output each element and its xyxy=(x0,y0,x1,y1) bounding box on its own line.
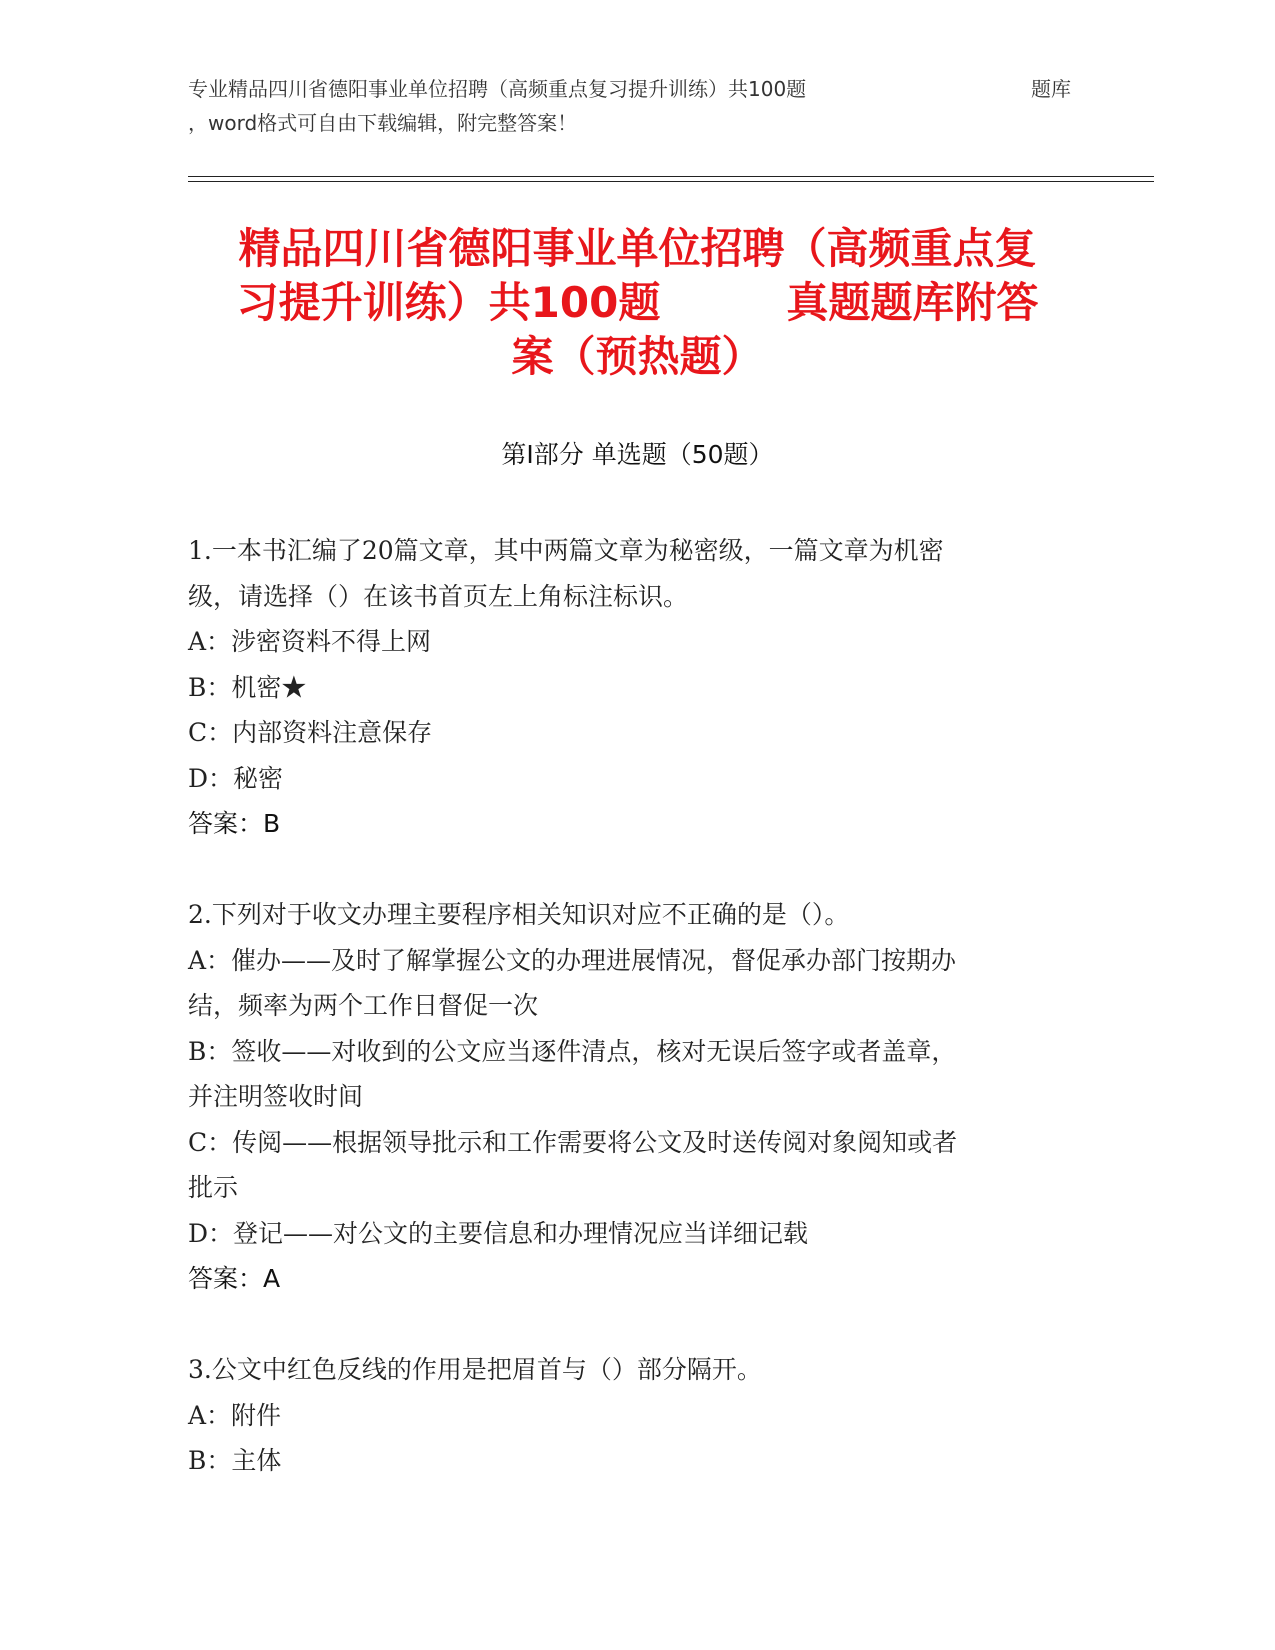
question-stem-line: 2.下列对于收文办理主要程序相关知识对应不正确的是（）。 xyxy=(188,900,850,929)
header-rule xyxy=(188,176,1154,177)
option-line: A：催办——及时了解掌握公文的办理进展情况，督促承办部门按期办 xyxy=(188,945,957,975)
option-line: C：传阅——根据领导批示和工作需要将公文及时送传阅对象阅知或者 xyxy=(188,1127,958,1157)
header-subtext: ，word格式可自由下载编辑，附完整答案！ xyxy=(188,111,578,135)
option-line: B：主体 xyxy=(188,1446,282,1475)
question-stem-line: 1.一本书汇编了20篇文章，其中两篇文章为秘密级，一篇文章为机密 xyxy=(188,536,944,565)
option-line: B：签收——对收到的公文应当逐件清点，核对无误后签字或者盖章， xyxy=(188,1036,957,1066)
question-stem-line: 3.公文中红色反线的作用是把眉首与（）部分隔开。 xyxy=(188,1355,762,1384)
document-title xyxy=(180,222,1095,384)
option-line: 并注明签收时间 xyxy=(188,1082,364,1111)
header-right-text: 题库 xyxy=(1031,77,1071,101)
question-stem-line: 级，请选择（）在该书首页左上角标注标识。 xyxy=(188,581,689,611)
spacer xyxy=(188,1302,1088,1348)
option-line: B：机密★ xyxy=(188,672,307,702)
question-list xyxy=(188,528,1088,1484)
section-heading: 第I部分 单选题（50题） xyxy=(501,440,774,469)
answer-line: 答案：A xyxy=(188,1264,281,1293)
header-rule-secondary xyxy=(188,181,1154,182)
spacer xyxy=(188,847,1088,893)
question-item xyxy=(188,528,1088,847)
option-line: A：涉密资料不得上网 xyxy=(188,627,432,656)
title-line: 案（预热题） xyxy=(511,332,764,381)
header-text: 专业精品四川省德阳事业单位招聘（高频重点复习提升训练）共100题 xyxy=(188,77,807,101)
option-line: A：附件 xyxy=(188,1400,282,1430)
option-line: C：内部资料注意保存 xyxy=(188,718,433,747)
question-item xyxy=(188,1347,1088,1484)
title-line: 精品四川省德阳事业单位招聘（高频重点复 xyxy=(238,224,1037,273)
title-line: 习提升训练）共100题 真题题库附答 xyxy=(236,278,1039,327)
option-line: D：登记——对公文的主要信息和办理情况应当详细记载 xyxy=(188,1218,809,1248)
answer-line: 答案：B xyxy=(188,809,281,838)
question-item xyxy=(188,892,1088,1302)
option-line: 批示 xyxy=(188,1173,239,1202)
option-line: 结，频率为两个工作日督促一次 xyxy=(188,991,539,1020)
option-line: D：秘密 xyxy=(188,763,284,793)
